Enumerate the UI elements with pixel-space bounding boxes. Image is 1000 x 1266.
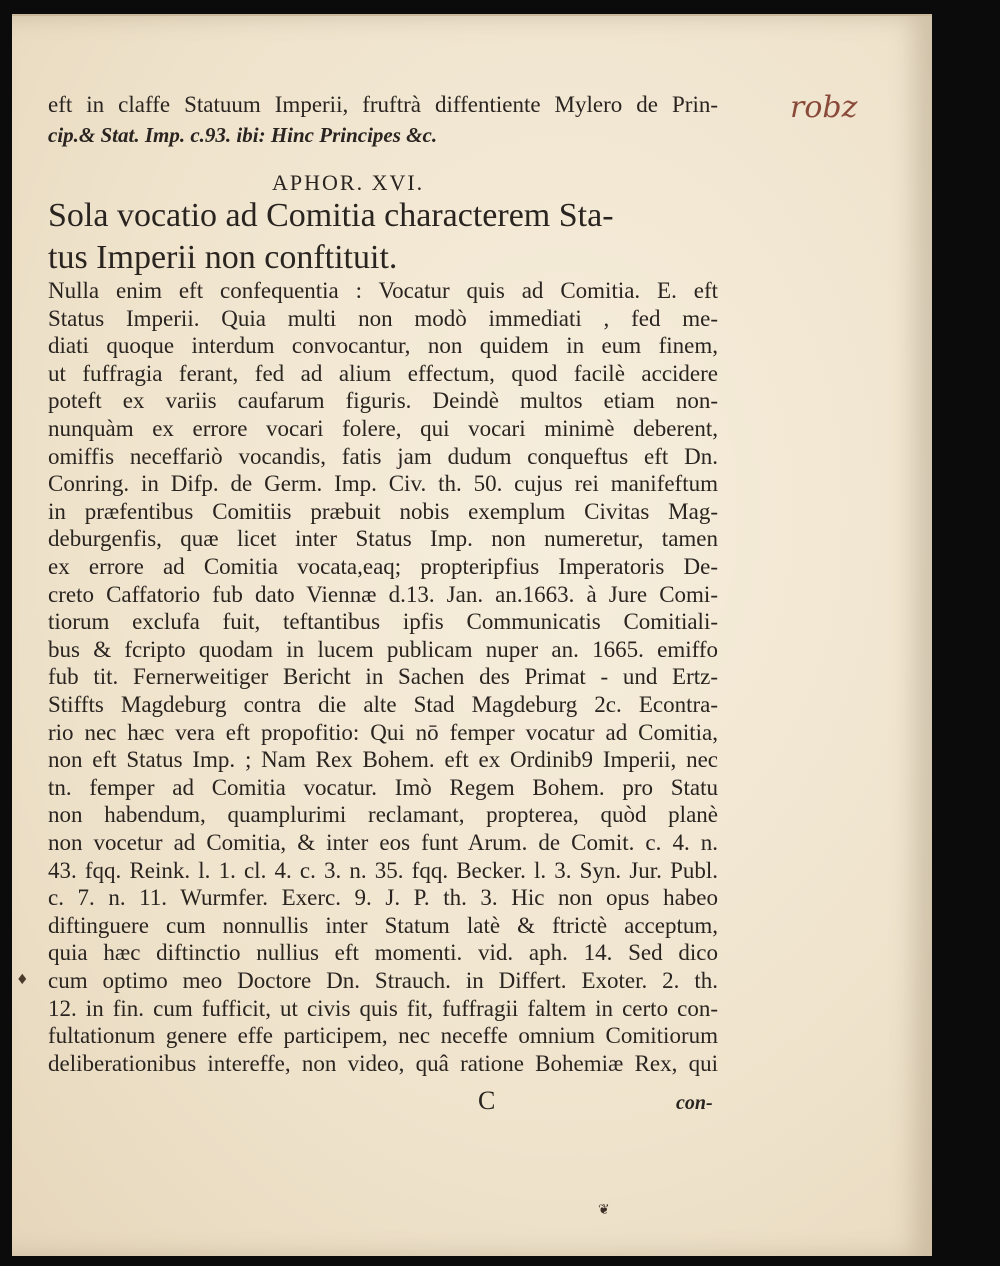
title-line-1: Sola vocatio ad Comitia characterem Sta- <box>48 197 614 234</box>
catchword: con- <box>676 1092 713 1114</box>
body-line: ex errore ad Comitia vocata,eaq; propteripfius Imperatoris De- <box>48 554 718 579</box>
handwritten-margin-note: robz <box>790 90 858 125</box>
body-line: Status Imperii. Quia multi non modò immediati , fed me- <box>48 305 718 331</box>
body-line: Stiffts Magdeburg contra die alte Stad Magdeburg 2c. Econtra- <box>48 692 718 717</box>
book-page <box>12 14 932 1256</box>
body-line: cum optimo meo Doctore Dn. Strauch. in Differt. Exoter. 2. th. <box>48 968 718 993</box>
body-line: rio nec hæc vera eft propofitio: Qui nō femper vocatur ad Comitia, <box>48 719 718 745</box>
body-line: bus & fcripto quodam in lucem publicam nuper an. 1665. emiffo <box>48 636 718 662</box>
intro-line-2: cip.& Stat. Imp. c.93. ibi: Hinc Principes &c. <box>48 123 438 147</box>
body-line: ut fuffragia ferant, fed ad alium effectum, quod facilè accidere <box>48 360 718 386</box>
body-line: 12. in fin. cum fufficit, ut civis quis fit, fuffragii faltem in certo con- <box>48 995 718 1021</box>
section-heading: APHOR. XVI. <box>272 170 425 195</box>
body-line: fub tit. Fernerweitiger Bericht in Sachen des Primat - und Ertz- <box>48 664 718 690</box>
body-line: nunquàm ex errore vocari folere, qui vocari minimè deberent, <box>48 416 718 441</box>
body-line: non habendum, quamplurimi reclamant, propterea, quòd planè <box>48 802 718 828</box>
ink-stain-icon: ♦ <box>16 972 29 988</box>
body-line: deliberationibus intereffe, non video, quâ ratione Bohemiæ Rex, qui <box>48 1050 718 1076</box>
ornament-icon: ❦ <box>598 1202 610 1218</box>
body-line: tn. femper ad Comitia vocatur. Imò Regem Bohem. pro Statu <box>48 774 718 800</box>
body-line: non eft Status Imp. ; Nam Rex Bohem. eft ex Ordinib9 Imperii, nec <box>48 747 718 773</box>
body-line: 43. fqq. Reink. l. 1. cl. 4. c. 3. n. 35. fqq. Becker. l. 3. Syn. Jur. Publ. <box>48 857 718 883</box>
body-line: diati quoque interdum convocantur, non quidem in eum finem, <box>48 333 718 359</box>
body-line: non vocetur ad Comitia, & inter eos funt Arum. de Comit. c. 4. n. <box>48 830 718 855</box>
title-line-2: tus Imperii non conftituit. <box>48 239 398 276</box>
body-line: omiffis neceffariò vocandis, fatis jam dudum conqueftus eft Dn. <box>48 443 718 469</box>
body-line: Conring. in Difp. de Germ. Imp. Civ. th. 50. cujus rei manifeftum <box>48 471 718 497</box>
intro-line-1: eft in claffe Statuum Imperii, fruftrà diffentiente Mylero de Prin- <box>48 92 718 117</box>
body-line: in præfentibus Comitiis præbuit nobis exemplum Civitas Mag- <box>48 498 718 524</box>
body-line: quia hæc diftinctio nullius eft momenti. vid. aph. 14. Sed dico <box>48 940 718 966</box>
body-line: Nulla enim eft confequentia : Vocatur quis ad Comitia. E. eft <box>48 278 718 303</box>
signature-mark: C <box>478 1086 496 1115</box>
body-line: creto Caffatorio fub dato Viennæ d.13. Jan. an.1663. à Jure Comi- <box>48 581 718 607</box>
body-line: tiorum exclufa fuit, teftantibus ipfis Communicatis Comitiali- <box>48 609 718 635</box>
body-line: diftinguere cum nonnullis inter Statum latè & ftrictè acceptum, <box>48 912 718 938</box>
body-line: deburgenfis, quæ licet inter Status Imp. non numeretur, tamen <box>48 526 718 552</box>
body-line: poteft ex variis caufarum figuris. Deindè multos etiam non- <box>48 388 718 414</box>
body-line: fultationum genere effe participem, nec neceffe omnium Comitiorum <box>48 1023 718 1049</box>
body-line: c. 7. n. 11. Wurmfer. Exerc. 9. J. P. th. 3. Hic non opus habeo <box>48 885 718 911</box>
